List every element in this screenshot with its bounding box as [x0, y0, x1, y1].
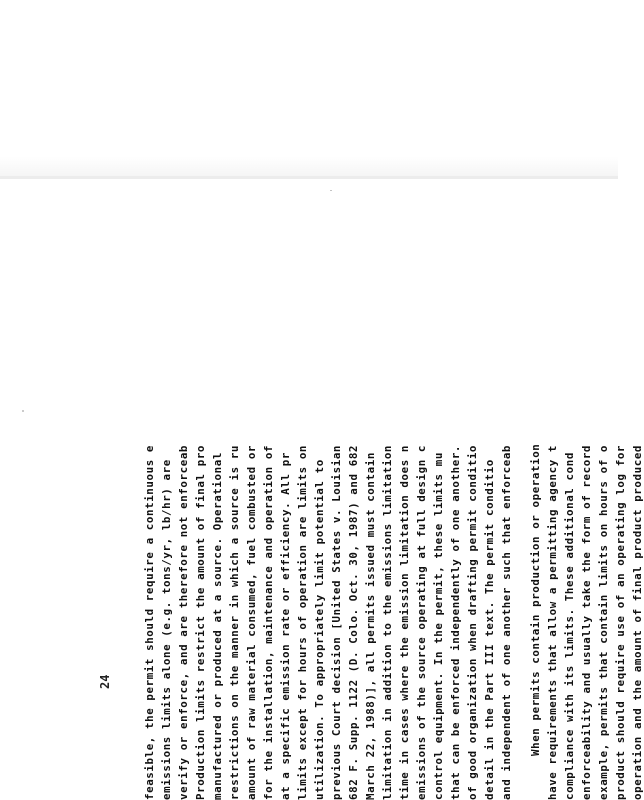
- scan-edge-line: [0, 176, 618, 179]
- text-line: limits except for hours of operation are limits on: [296, 444, 309, 800]
- scan-speck: [330, 190, 332, 191]
- rotated-text-block: [143, 240, 644, 800]
- text-line: enforceability and usually take the form of record: [580, 444, 593, 800]
- text-line: amount of raw material consumed, fuel combusted or: [245, 444, 258, 800]
- text-line: and independent of one another such that enforceab: [500, 444, 513, 800]
- text-line: product should require use of an operating log for: [614, 444, 627, 800]
- scan-speck: [22, 410, 24, 412]
- text-line: control equipment. In the permit, these limits mu: [432, 452, 445, 800]
- text-line: example, permits that contain limits on hours of o: [597, 444, 610, 800]
- text-line: operation and the amount of final product produced: [631, 444, 644, 800]
- page-number: 24: [98, 674, 112, 689]
- text-line: for the installation, maintenance and operation of: [262, 444, 275, 800]
- text-line: of good organization when drafting permit conditio: [466, 444, 479, 800]
- text-line: restrictions on the manner in which a source is ru: [228, 444, 241, 800]
- text-line: Production limits restrict the amount of final pro: [194, 444, 207, 800]
- text-line: emissions of the source operating at full design c: [415, 444, 428, 800]
- text-line: feasible, the permit should require a continuous e: [143, 444, 156, 800]
- text-line: When permits contain production or operation: [529, 443, 542, 756]
- text-line: previous Court decision [United States v. Louisian: [330, 444, 343, 800]
- text-line: verify or enforce, and are therefore not enforceab: [177, 444, 190, 800]
- text-line: utilization. To appropriately limit potential to: [313, 459, 326, 800]
- scan-shading: [0, 0, 618, 178]
- text-line: at a specific emission rate or efficiency. All pr: [279, 452, 292, 800]
- text-line: March 22, 1988)], all permits issued must contain: [364, 452, 377, 800]
- text-line: emissions limits alone (e.g. tons/yr, lb/hr) are: [160, 459, 173, 800]
- text-line: detail in the Part III text. The permit conditio: [483, 459, 496, 800]
- text-line: that can be enforced independently of one another.: [449, 444, 462, 800]
- text-line: 682 F. Supp. 1122 (D. Colo. Oct. 30, 1987) and 682: [347, 444, 360, 800]
- text-line: compliance with its limits. These additional cond: [563, 452, 576, 800]
- text-line: limitation in addition to the emissions limitation: [381, 444, 394, 800]
- text-line: have requirements that allow a permitting agency t: [546, 444, 559, 800]
- text-line: time in cases where the emission limitation does n: [398, 444, 411, 800]
- text-line: manufactured or produced at a source. Operational: [211, 452, 224, 800]
